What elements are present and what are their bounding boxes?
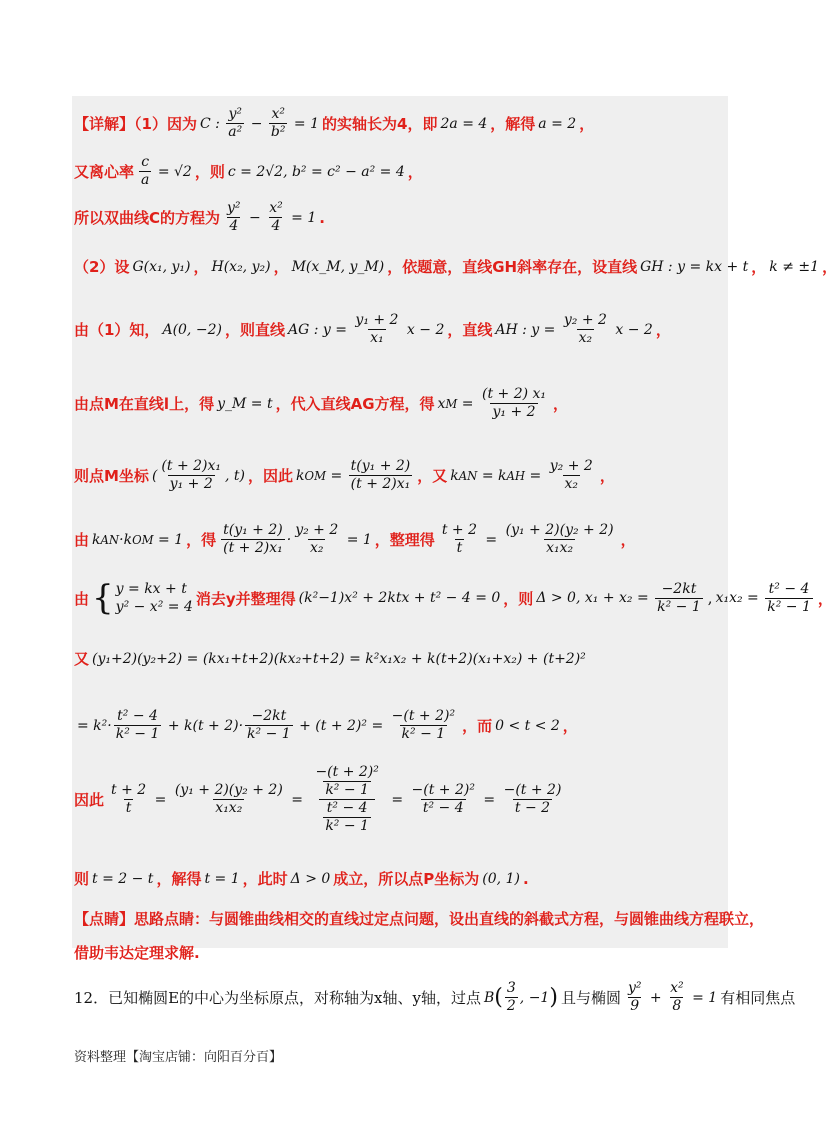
text: ， — [553, 395, 569, 413]
text: ，而 — [462, 717, 493, 735]
text: ，解得 — [490, 115, 536, 133]
formula: GH : y = kx + t — [640, 258, 749, 275]
line-7 — [74, 458, 615, 493]
text: ， — [599, 467, 615, 485]
text: ，又 — [417, 467, 448, 485]
text: ，代入直线AG方程，得 — [275, 395, 435, 413]
text: 有相同焦点 — [720, 989, 796, 1007]
text: 由 — [74, 589, 90, 608]
line-16 — [74, 980, 795, 1015]
text: 因此 — [74, 791, 105, 809]
text: 12．已知椭圆E的中心为坐标原点，对称轴为x轴、y轴，过点 — [74, 989, 481, 1007]
text: . — [319, 208, 325, 227]
line-2 — [74, 154, 423, 189]
line-14 — [74, 908, 764, 929]
line-8 — [74, 522, 636, 557]
formula: Δ > 0 — [290, 870, 331, 887]
formula: G(x₁, y₁) — [132, 258, 191, 275]
formula: x₁x₂ = t² − 4 k² − 1 — [715, 580, 811, 615]
formula: k OM = t(y₁ + 2) (t + 2)x₁ — [296, 458, 411, 492]
formula: 2a = 4 — [440, 115, 488, 132]
text: ， — [562, 717, 578, 735]
text: （2）设 — [74, 258, 130, 276]
formula: t = 2 − t — [92, 870, 154, 887]
formula: y² 9 + x² 8 = 1 — [627, 980, 718, 1014]
formula: 0 < t < 2 — [495, 717, 560, 734]
text: 的实轴长为4，即 — [322, 115, 438, 133]
text: 【详解】（1）因为 — [74, 115, 197, 133]
text: ， — [822, 258, 837, 276]
line-12 — [74, 764, 568, 835]
formula: y² 4 − x² 4 = 1 — [227, 200, 317, 234]
text: ，则直线 — [224, 321, 285, 339]
text: 成立，所以点P坐标为 — [333, 870, 480, 888]
text: ， — [655, 321, 671, 339]
line-9 — [74, 580, 833, 616]
text: ，则 — [503, 589, 534, 608]
line-13 — [74, 868, 529, 889]
formula: AG : y = y₁ + 2 x₁ x − 2 — [287, 312, 445, 346]
formula: a = 2 — [538, 115, 577, 132]
text: 且与椭圆 — [560, 989, 621, 1007]
line-11 — [74, 708, 578, 743]
formula: k ≠ ±1 — [769, 258, 820, 275]
formula: (k²−1)x² + 2ktx + t² − 4 = 0 — [298, 590, 501, 606]
footer-text: 资料整理【淘宝店铺：向阳百分百】 — [74, 1050, 283, 1065]
text: ， — [751, 258, 767, 276]
formula: (y₁+2)(y₂+2) = (kx₁+t+2)(kx₂+t+2) = k²x₁x₂ + k(t+2)(x₁+x₂) + (t+2)² — [92, 650, 586, 667]
formula: t + 2 t = (y₁ + 2)(y₂ + 2) x₁x₂ = $\frac{\text{−(t + 2)²}}{\text{k² − 1}}$ $\frac{\text{t² − 4}}{\text{k² − 1}}$ = −(t + 2)² t² − 4 = −(t + 2) t − 2 — [111, 764, 562, 834]
line-4 — [74, 256, 837, 277]
formula: M(x_M, y_M) — [291, 258, 385, 275]
formula: x M = (t + 2) x₁ y₁ + 2 — [437, 386, 547, 420]
text: 【点睛】思路点睛：与圆锥曲线相交的直线过定点问题，设出直线的斜截式方程，与圆锥曲线方程联立， — [74, 910, 765, 928]
formula: C : y² a² − x² b² = 1 — [199, 106, 320, 140]
formula: B ( 3 2 , −1 ) — [483, 980, 558, 1014]
text: 消去y并整理得 — [195, 589, 296, 608]
text: 又 — [74, 650, 90, 668]
line-1 — [74, 106, 594, 141]
text: ，得 — [186, 531, 217, 549]
text: 又离心率 — [74, 163, 135, 181]
text: 由点M在直线l上，得 — [74, 395, 215, 413]
text: 则 — [74, 870, 90, 888]
formula: t = 1 — [204, 870, 240, 887]
text: ，依题意，直线GH斜率存在，设直线 — [387, 258, 638, 276]
text: ，此时 — [242, 870, 288, 888]
formula: t(y₁ + 2) (t + 2)x₁ · y₂ + 2 x₂ = 1 — [223, 522, 372, 556]
text: 所以双曲线C的方程为 — [74, 209, 221, 227]
formula: k AN = k AH = y₂ + 2 x₂ — [450, 458, 593, 492]
text: ，直线 — [447, 321, 493, 339]
page-footer — [74, 1046, 282, 1065]
formula: k AN ·k OM = 1 — [92, 531, 184, 548]
formula: c a = √2 — [141, 154, 192, 188]
formula: A(0, −2) — [162, 321, 222, 338]
text: ， — [620, 531, 636, 549]
text: . — [522, 869, 529, 888]
formula: c = 2√2, b² = c² − a² = 4 — [227, 163, 405, 180]
formula: = k²· t² − 4 k² − 1 + k(t + 2)· −2kt k² − 1 + (t + 2)² = −(t + 2)² k² − 1 — [77, 708, 456, 742]
text: ，解得 — [156, 870, 202, 888]
formula: (0, 1) — [482, 870, 520, 887]
formula: AH : y = y₂ + 2 x₂ x − 2 — [495, 312, 653, 346]
line-15 — [74, 942, 200, 963]
line-5 — [74, 312, 671, 347]
text: ， — [407, 163, 423, 181]
line-10 — [74, 648, 589, 669]
line-6 — [74, 386, 568, 421]
formula: y_M = t — [217, 395, 273, 412]
formula: { y = kx + t y² − x² = 4 — [92, 578, 193, 618]
formula: Δ > 0, x₁ + x₂ = −2kt k² − 1 — [536, 580, 701, 615]
text: ， — [579, 115, 595, 133]
text: ，因此 — [248, 467, 294, 485]
text: , — [707, 589, 713, 607]
formula: ( (t + 2)x₁ y₁ + 2 , t) — [151, 458, 246, 492]
text: ，整理得 — [374, 531, 435, 549]
text: 由（1）知， — [74, 321, 160, 339]
line-3 — [74, 200, 325, 235]
text: ， — [273, 258, 289, 276]
text: ，则 — [194, 163, 225, 181]
formula: H(x₂, y₂) — [211, 258, 271, 275]
text: 借助韦达定理求解. — [74, 944, 200, 962]
text: 由 — [74, 531, 90, 549]
text: 则点M坐标 — [74, 467, 149, 485]
text: ， — [193, 258, 209, 276]
formula: t + 2 t = (y₁ + 2)(y₂ + 2) x₁x₂ — [441, 522, 614, 556]
text: ， — [817, 589, 833, 608]
